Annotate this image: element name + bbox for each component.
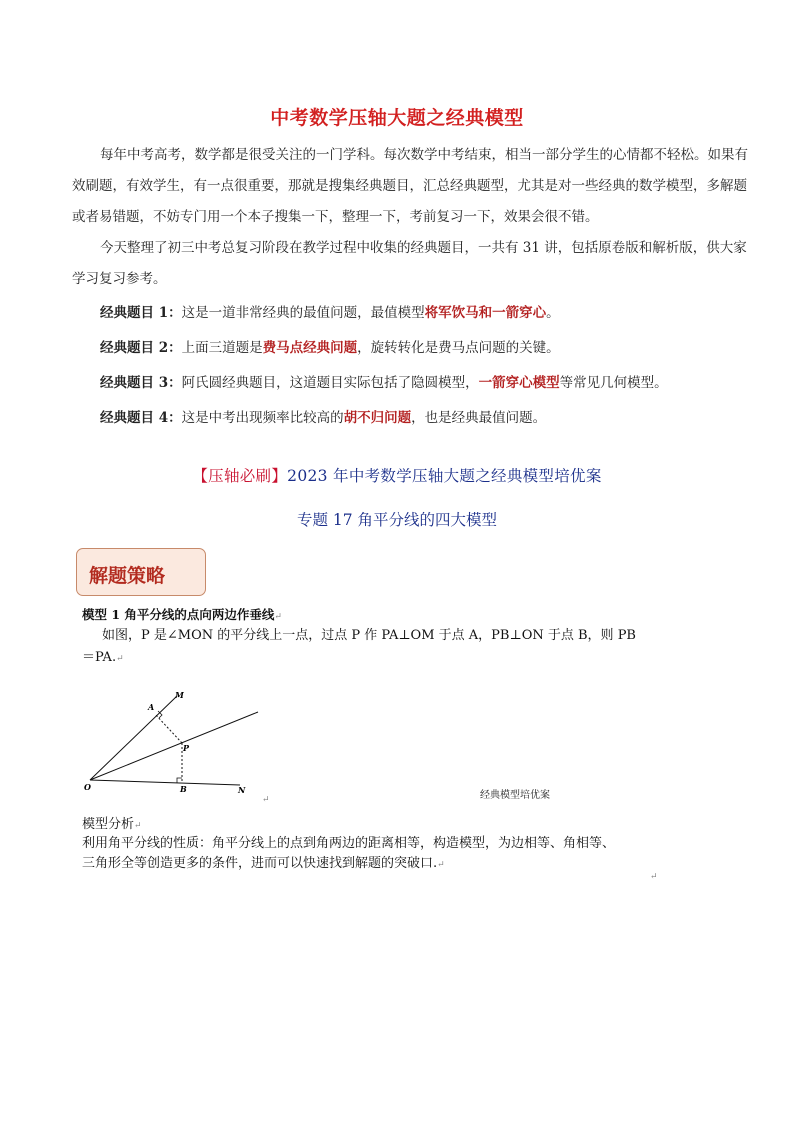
ray-on [90, 780, 240, 785]
topic-item-1 [100, 298, 750, 333]
promo-rest: 2023 年中考数学压轴大题之经典模型培优案 [287, 467, 602, 485]
topic-highlight: 一箭穿心模型 [478, 375, 560, 391]
angle-bisector-figure [82, 688, 282, 800]
promo-title [0, 464, 794, 486]
topic-after: ，旋转转化是费马点问题的关键。 [357, 340, 560, 356]
analysis-body [82, 834, 662, 875]
topic-highlight: 胡不归问题 [343, 410, 412, 426]
intro-paragraph-2: 今天整理了初三中考总复习阶段在教学过程中收集的经典题目，一共有 31 讲，包括原卷版和解析版，供大家学习复习参考。 [72, 240, 747, 287]
return-mark-icon: ↵ [650, 872, 658, 882]
analysis-heading-text: 模型分析 [82, 817, 135, 832]
topic-after: 。 [546, 305, 560, 321]
topic-item-4 [100, 403, 750, 438]
ray-om [90, 696, 177, 780]
analysis-heading [82, 813, 142, 832]
topic-subtitle: 专题 17 角平分线的四大模型 [296, 511, 498, 529]
return-mark-icon: ↵ [116, 654, 124, 664]
model-1-heading-text: 模型 1 角平分线的点向两边作垂线 [82, 607, 275, 622]
topic-text: 这是一道非常经典的最值问题，最值模型 [181, 305, 425, 321]
return-mark-icon: ↵ [274, 612, 282, 622]
topic-highlight: 将军饮马和一箭穿心 [424, 305, 547, 321]
return-mark-icon: ↵ [437, 860, 445, 870]
right-angle-mark-b [177, 778, 182, 783]
label-m: M [175, 690, 184, 700]
promo-bracket: 【压轴必刷】 [192, 467, 288, 485]
topic-after: 等常见几何模型。 [559, 375, 668, 391]
intro-section [72, 140, 748, 295]
analysis-line-1: 利用角平分线的性质：角平分线上的点到角两边的距离相等，构造模型，为边相等、角相等、 [82, 836, 616, 851]
return-mark-icon: ↵ [134, 821, 142, 831]
model-1-description [82, 625, 652, 670]
page-title: 中考数学压轴大题之经典模型 [270, 107, 524, 129]
analysis-line-2-text: 三角形全等创造更多的条件，进而可以快速找到解题的突破口. [82, 856, 438, 871]
model-1-heading [82, 605, 282, 623]
topic-after: ，也是经典最值问题。 [411, 410, 547, 426]
analysis-line-2 [82, 854, 662, 875]
topic-item-2 [100, 333, 750, 368]
watermark-text: 经典模型培优案 [480, 790, 550, 801]
topic-list [100, 298, 750, 438]
intro-paragraph-1: 每年中考高考，数学都是很受关注的一门学科。每次数学中考结束，相当一部分学生的心情都不轻松。如果有效刷题，有效学生，有一点很重要，那就是搜集经典题目，汇总经典题型，尤其是对一些经典的数学模型，多解题或者易错题，不妨专门用一个本子搜集一下，整理一下，考前复习一下，效果会很不错。 [72, 147, 748, 225]
model-1-desc-line-2: ＝PA. [82, 650, 117, 665]
topic-text: 阿氏圆经典题目，这道题目实际包括了隐圆模型， [181, 375, 479, 391]
label-o: O [84, 782, 91, 792]
label-b: B [180, 784, 187, 794]
label-p: P [183, 743, 190, 753]
label-n: N [238, 785, 246, 795]
bisector-line [90, 712, 258, 780]
strategy-label: 解题策略 [89, 565, 166, 587]
perpendicular-pa [155, 714, 182, 743]
strategy-banner [76, 548, 206, 596]
model-1-desc-line-1: 如图，P 是∠MON 的平分线上一点，过点 P 作 PA⊥OM 于点 A，PB⊥ON 于点 B，则 PB [102, 628, 636, 643]
topic-highlight: 费马点经典问题 [262, 340, 358, 356]
return-mark-icon: ↵ [262, 795, 270, 805]
topic-text: 这是中考出现频率比较高的 [181, 410, 344, 426]
topic-text: 上面三道题是 [181, 340, 263, 356]
topic-label: 经典题目 4： [100, 410, 182, 426]
topic-label: 经典题目 2： [100, 340, 182, 356]
topic-label: 经典题目 1： [100, 305, 182, 321]
label-a: A [148, 702, 155, 712]
topic-label: 经典题目 3： [100, 375, 182, 391]
topic-item-3 [100, 368, 750, 403]
